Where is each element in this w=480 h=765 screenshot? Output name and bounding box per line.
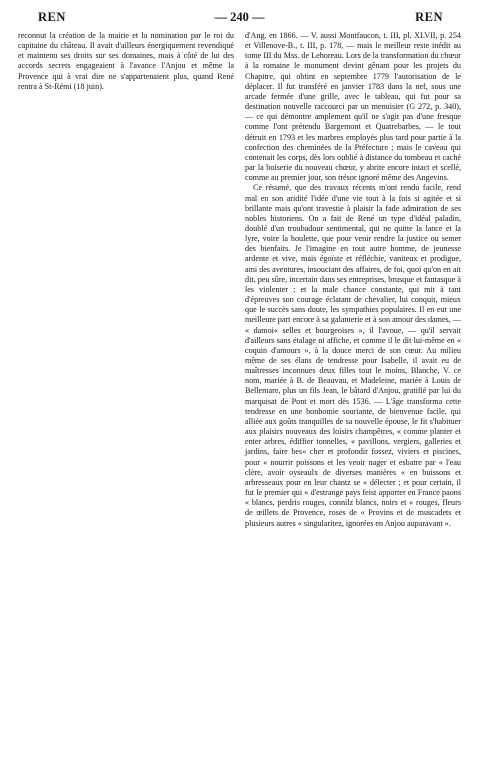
running-header (18, 10, 461, 26)
header-left-headword: REN (38, 10, 66, 24)
text-columns (18, 31, 461, 529)
paragraph: reconnut la création de la mairie et la nomination par le roi du capitaine du château. Il avait d'ailleurs énergiquement revendiqué et maintenu ses droits sur ses domaines, mais à côté de lui des accords secrets engageaient à l'avance l'Anjou et même la Provence qui à vrai dire ne s'appartenaient plus, quand René rentra à St-Rémi (18 juin). (18, 31, 234, 91)
right-column (245, 31, 461, 529)
left-column (18, 31, 234, 529)
page-number: — 240 — (214, 10, 265, 24)
paragraph: d'Ang. en 1866. — V. aussi Montfaucon, t. III, pl. XLVII, p. 254 et Villenove-B., t. III, p. 178, — mais le meilleur reste inédit au tome III du Mss. de Lehoreau. Lors de la transformation du chœur à la romaine le monument devint gênant pour les projets du Chapitre, qui obtint en septembre 1779 l'autorisation de le déplacer. Il fut transféré en janvier 1783 dans la nef, sous une arcade fermée d'une grille, avec le tableau, qui fut pour sa destination nouvelle raccourci par un menuisier (G 272, p. 340), — ce qui démontre amplement qu'il ne s'agit pas d'une fresque comme l'ont prétendu Bargemont et Quatrebarbes, — le tout détruit en 1793 et les marbres employés plus tard pour partie à la confection des cheminées de la Préfecture ; mais le caveau qui contenait les corps, dès lors oublié à distance du tombeau et caché par la boiserie du nouveau chœur, y abrite encore intact et scellé, comme au premier jour, son trésor ignoré même des Angevins. (245, 31, 461, 183)
paragraph: Ce résumé, que des travaux récents m'ont rendu facile, rend mal en son aridité l'idée d'une vie tout à la fois si agitée et si brillante mais qu'ont travestie à plaisir la fade admiration de ses nobles historiens. On a fait de René un type d'idéal paladin, doublé d'un troubadour sentimental, qui ne quitte la lance et la lyre, voire la houlette, que pour venir rendre la justice ou semer des bienfaits. Je l'imagine en tout autre homme, de jeunesse ardente et vive, mais égoïste et réfléchie, vaniteux et prodigue, ami des aventures, insouciant des affaires, de foi, quoi qu'on en ait dit, peu sûre, incertain dans ses entreprises, brusque et fantasque à les violenter ; et la male chance constante, qui mit à tant d'épreuves son courage éclatant de chevalier, lui conquit, mieux que le succès sans doute, les sympathies populaires. Il en eut une meilleure part encore à sa galanterie et à son amour des dames, — « damoi« selles et bourgeoises », il l'avoue, — qu'il servait d'ailleurs sans étalage ni affiche, et comme il le dit lui-même en « coquin d'amours », à la douce merci de son cœur. Au milieu même de ses élans de tendresse pour Isabelle, il avait eu de maîtresses inconnues deux filles tout le moins, Blanche, V. ce nom, mariée à B. de Beauvau, et Madeleine, mariée à Louis de Bellemare, plus un fils Jean, le bâtard d'Anjou, gratifié par lui du marquisat de Pont et mort dès 1536. — L'âge transforma cette tendresse en une bonhomie souriante, de bienvenue facile, qui alliée aux goûts tranquilles de sa nouvelle épouse, le fit s'habituer aux plaisirs nouveaux des loisirs champêtres, « comme planter et enter arbres, édiffier tonnelles, « pavillons, vergiers, galleries et jardins, faire bes« cher et profondir fossez, viviers et piscines, pour « nourrir poissons et les veoir nager et esbatre par « l'eau clère, avoir oyseaulx de diverses manières « en buissons et arbresseaux pour en leur chantz se « délecter ; et pour certain, il fut le premier qui « d'estrange pays feist apporter en France paons « blancs, perdris rouges, connilz blancs, noirs et « rouges, fleurs de œillets de Provence, roses de « Provins et de muscadets et plusieurs autres « singularitez, ignorées en Anjou auparavant ». (245, 183, 461, 528)
header-right-headword: REN (415, 10, 443, 24)
